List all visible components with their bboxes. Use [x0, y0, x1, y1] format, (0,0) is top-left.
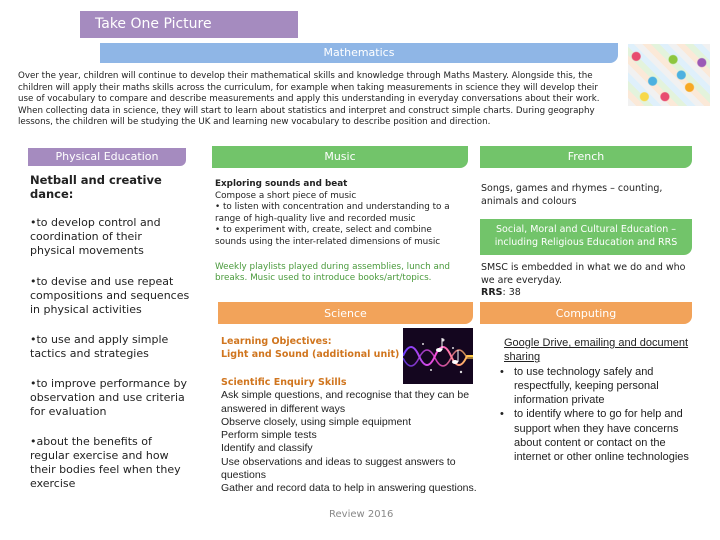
music-content — [215, 179, 465, 285]
maths-body: Over the year, children will continue to develop their mathematical skills and knowledge through Maths Mastery. Alongside this, the children will apply their maths skills across the curriculum, for example when taking measurements in science they will develop their use of vocabulary to compare and describe measurements and apply this understanding in everyday conversations about their work. When collecting data in science, they will start to learn about statistics and interpret and construct simple charts. During geography lessons, the children will be studying the UK and learning new vocabulary to describe position and direction. — [18, 71, 600, 128]
page-title: Take One Picture — [95, 16, 212, 32]
enquiry-line: Observe closely, using simple equipment — [221, 415, 412, 428]
title-banner — [80, 11, 298, 38]
science-header — [218, 302, 473, 324]
music-header-label: Music — [324, 150, 356, 163]
french-header — [480, 146, 692, 168]
computing-point: • to identify where to go for help and support when they have concerns about content or contact on the internet or other online technologies — [500, 407, 694, 464]
enquiry-line: Gather and record data to help in answering questions. — [221, 482, 477, 495]
computing-content — [504, 336, 694, 465]
smsc-header — [480, 219, 692, 255]
enquiry-line: Perform simple tests — [221, 429, 317, 442]
music-line: • to listen with concentration and understanding to a range of high-quality live and recorded music — [215, 202, 450, 224]
pe-point: •about the benefits of regular exercise and how their bodies feel when they exercise — [30, 435, 181, 490]
computing-header-label: Computing — [555, 307, 617, 320]
music-header — [212, 146, 468, 168]
computing-header — [480, 302, 692, 324]
pe-header-label: Physical Education — [55, 150, 159, 163]
computing-list — [500, 365, 694, 465]
music-heading: Exploring sounds and beat — [215, 179, 348, 189]
maths-header — [100, 43, 618, 63]
pe-content — [30, 173, 190, 491]
review-footer: Review 2016 — [329, 509, 394, 520]
smsc-header-label: Social, Moral and Cultural Education – including Religious Education and RRS — [494, 224, 678, 248]
pe-point: •to use and apply simple tactics and strategies — [30, 333, 169, 360]
maths-header-label: Mathematics — [323, 46, 395, 59]
objectives-value: Light and Sound (additional unit) — [221, 348, 400, 360]
computing-point: • to use technology safely and respectfully, keeping personal information private — [500, 365, 694, 408]
enquiry-line: Identify and classify — [221, 442, 313, 455]
enquiry-line: Use observations and ideas to suggest answers to questions — [221, 455, 456, 482]
enquiry-heading: Scientific Enquiry Skills — [221, 377, 347, 388]
music-line: • to experiment with, create, select and combine sounds using the inter-related dimensions of music — [215, 225, 441, 247]
computing-heading: Google Drive, emailing and document sharing — [504, 337, 689, 364]
smsc-body: SMSC is embedded in what we do and who we are everyday. — [481, 262, 686, 286]
science-enquiry — [221, 376, 483, 496]
science-header-label: Science — [324, 307, 367, 320]
pe-point: •to improve performance by observation and use criteria for evaluation — [30, 377, 188, 418]
french-header-label: French — [567, 150, 605, 163]
pe-point: •to develop control and coordination of their physical movements — [30, 216, 161, 257]
pe-heading: Netball and creative dance: — [30, 173, 162, 201]
smsc-content — [481, 262, 696, 300]
rrs-label: RRS — [481, 287, 503, 298]
music-note: Weekly playlists played during assemblies, lunch and breaks. Music used to introduce books/art/topics. — [215, 261, 451, 284]
science-objectives — [221, 336, 401, 361]
pe-header — [28, 148, 186, 166]
objectives-label: Learning Objectives: — [221, 336, 332, 347]
rrs-value: : 38 — [502, 287, 521, 298]
french-body: Songs, games and rhymes – counting, animals and colours — [481, 183, 663, 207]
pe-point: •to devise and use repeat compositions and sequences in physical activities — [30, 275, 190, 316]
music-line: Compose a short piece of music — [215, 190, 357, 201]
numbers-mosaic-image — [628, 44, 710, 106]
enquiry-line: Ask simple questions, and recognise that they can be answered in different ways — [221, 389, 470, 415]
